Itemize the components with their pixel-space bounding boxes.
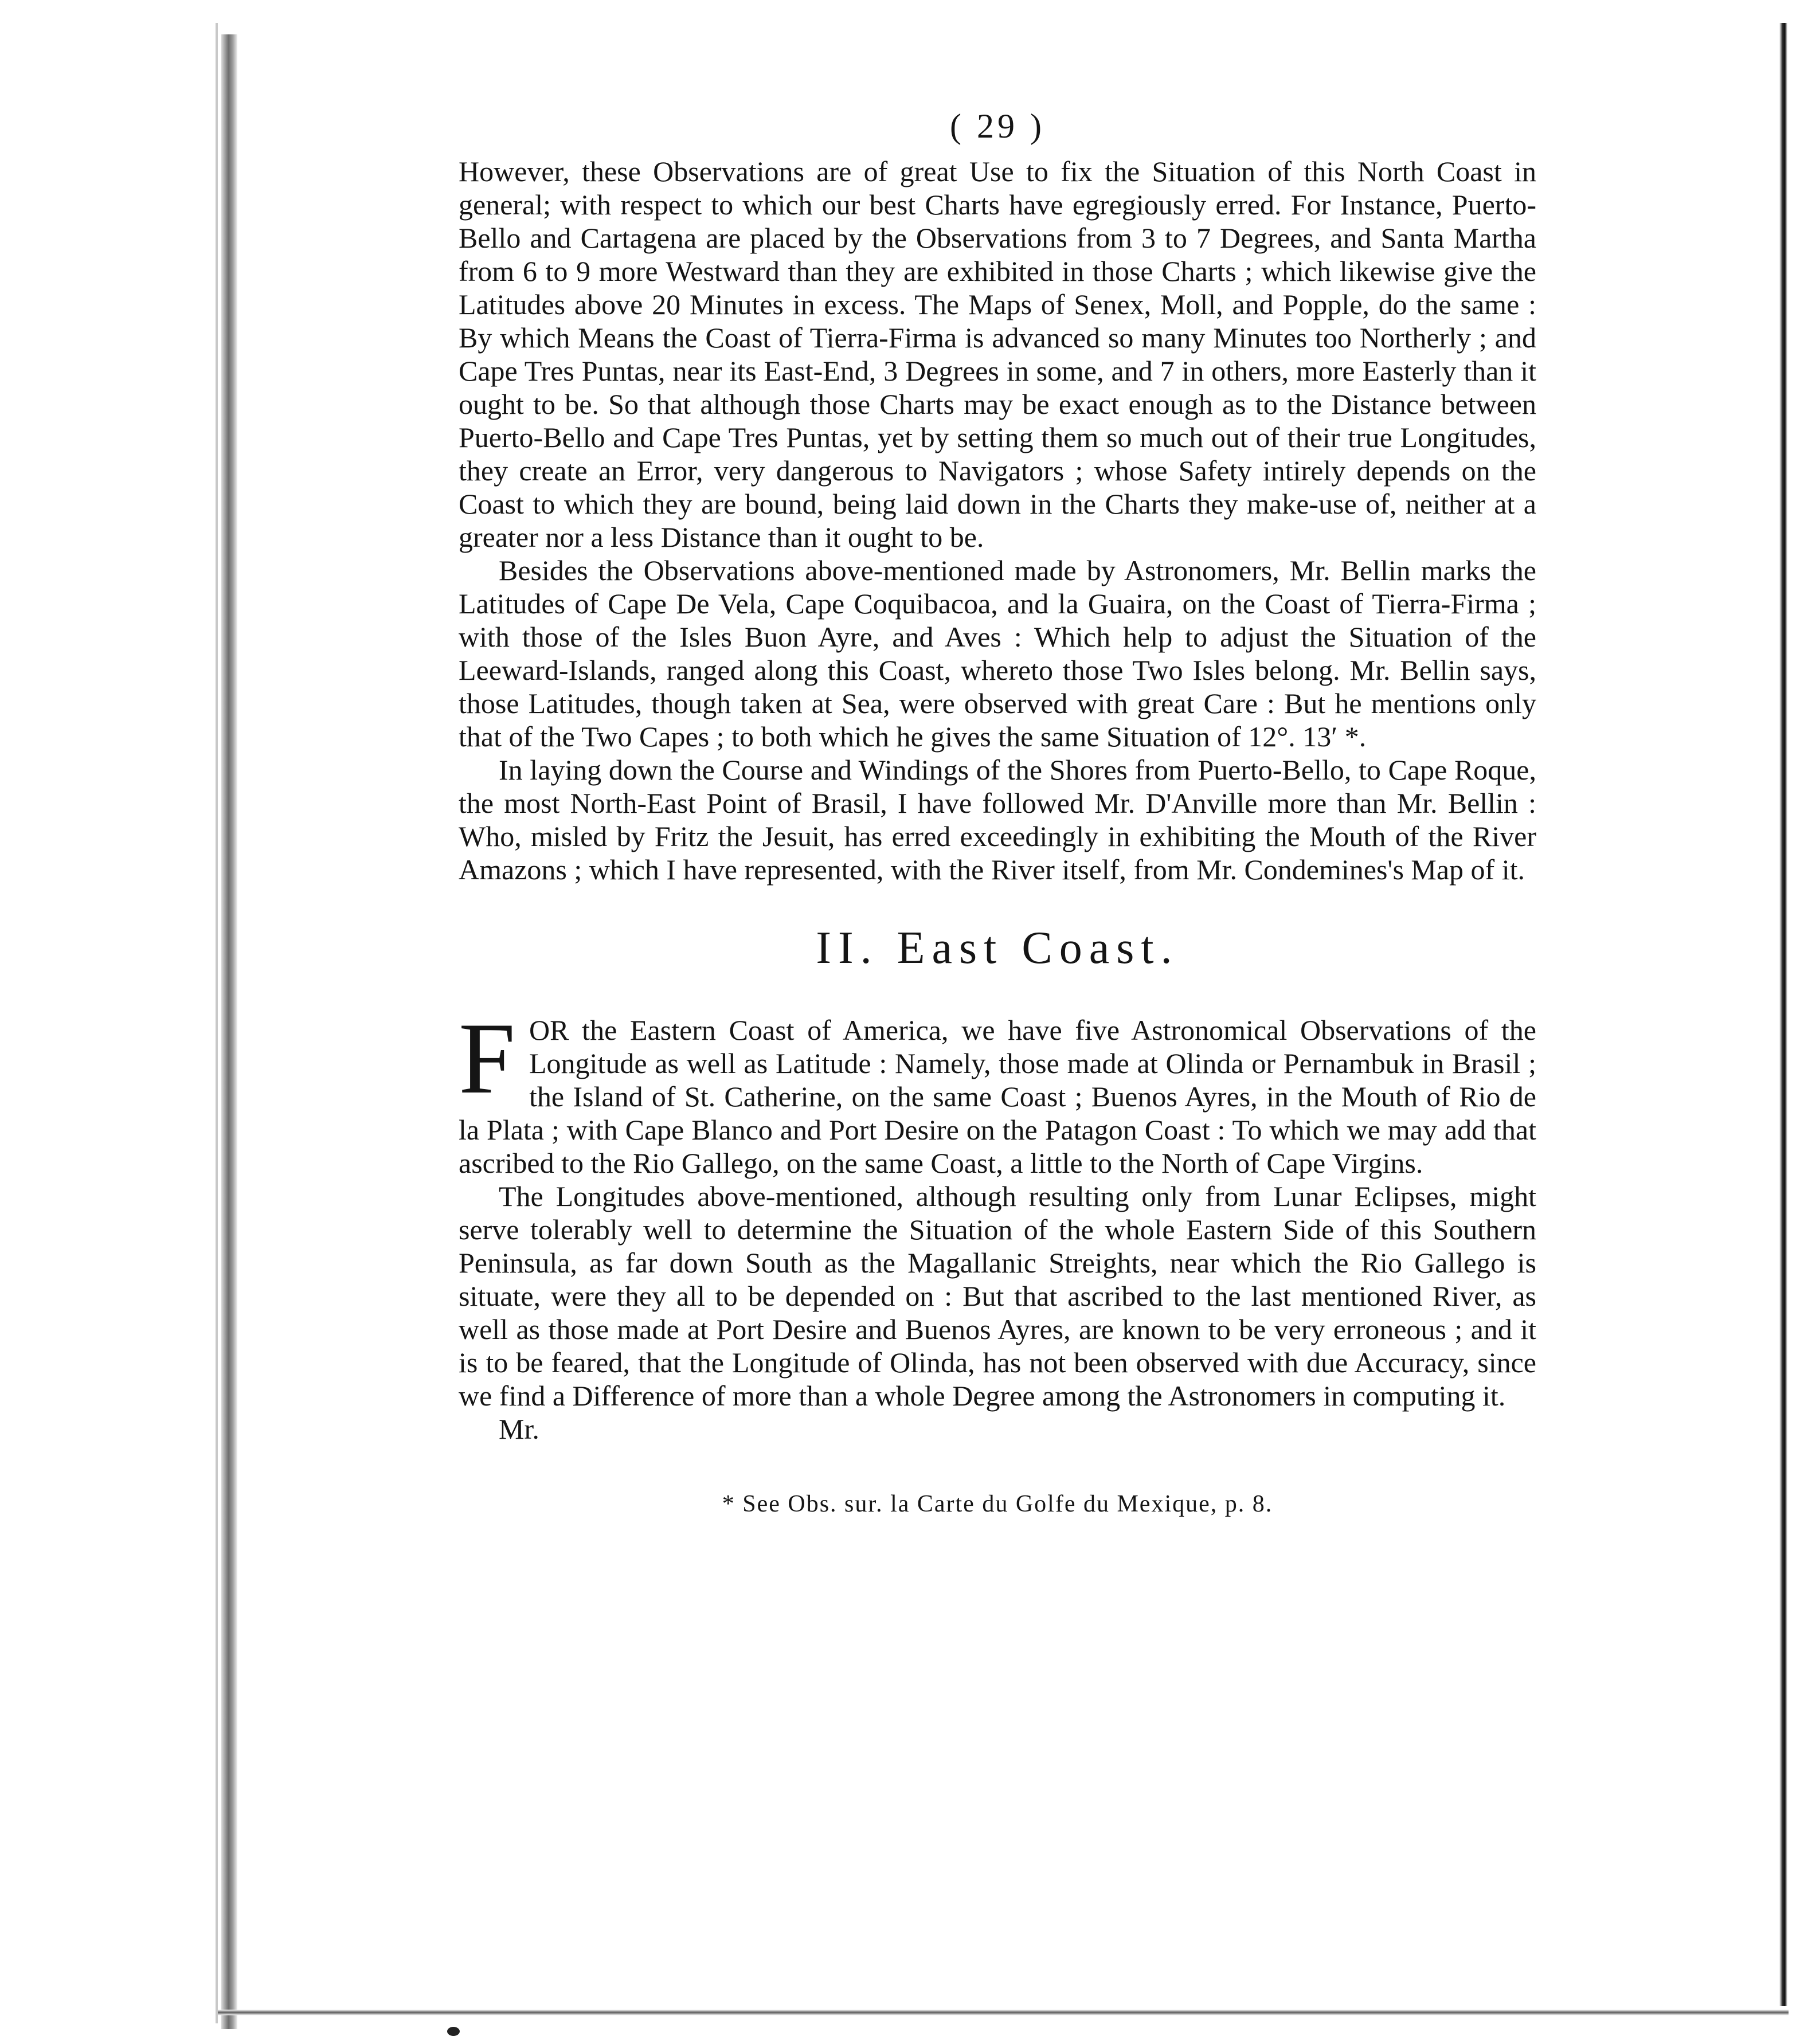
page-number: ( 29 ) <box>950 107 1045 145</box>
paragraph-longitudes: The Longitudes above-mentioned, although resulting only from Lunar Eclipses, might serve tolerably well to determine the Situation of the whole Eastern Side of this Southern Peninsula, as far down South as the Magallanic Streights, near which the Rio Gallego is situate, were they all to be depended on : But that ascribed to the last mentioned River, as well as those made at Port Desire and Buenos Ayres, are known to be very erroneous ; and it is to be feared, that the Longitude of Olinda, has not been observed with due Accuracy, since we find a Difference of more than a whole Degree among the Astronomers in computing it. <box>459 1180 1536 1412</box>
paragraph-eastern-coast <box>459 1001 1536 1180</box>
paragraph-shores-amazons: In laying down the Course and Windings of the Shores from Puerto-Bello, to Cape Roque, the most North-East Point of Brasil, I have followed Mr. D'Anville more than Mr. Bellin : Who, misled by Fritz the Jesuit, has erred exceedingly in exhibiting the Mouth of the River Amazons ; which I have represented, with the River itself, from Mr. Condemines's Map of it. <box>459 754 1536 886</box>
scan-dust-mark <box>447 2027 460 2036</box>
drop-cap: F <box>459 1001 515 1115</box>
paragraph-eastern-coast-text: OR the Eastern Coast of America, we have five Astronomical Observations of the Longitude as well as Latitude : Namely, those made at Olinda or Pernambuk in Brasil ; the Island of St. Catherine, on the same Coast ; Buenos Ayres, in the Mouth of Rio de la Plata ; with Cape Blanco and Port Desire on the Patagon Coast : To which we may add that ascribed to the Rio Gallego, on the same Coast, a little to the North of Cape Virgins. <box>459 1014 1536 1179</box>
page-edge-bottom <box>218 2010 1789 2015</box>
section-heading: II. East Coast. <box>816 923 1179 973</box>
paragraph-bellin-latitudes: Besides the Observations above-mentioned made by Astronomers, Mr. Bellin marks the Latitudes of Cape De Vela, Cape Coquibacoa, and la Guaira, on the Coast of Tierra-Firma ; with those of the Isles Buon Ayre, and Aves : Which help to adjust the Situation of the Leeward-Islands, ranged along this Coast, whereto those Two Isles belong. Mr. Bellin says, those Latitudes, though taken at Sea, were observed with great Care : But he mentions only that of the Two Capes ; to both which he gives the same Situation of 12°. 13′ *. <box>459 554 1536 753</box>
book-gutter-line <box>216 23 218 2023</box>
scan-background-left <box>0 0 224 2044</box>
page-body <box>459 155 1536 1446</box>
page-edge-right <box>1779 23 1787 2006</box>
paragraph-north-coast-charts: However, these Observations are of great Use to fix the Situation of this North Coast in general; with respect to which our best Charts have egregiously erred. For Instance, Puerto-Bello and Cartagena are placed by the Observations from 3 to 7 Degrees, and Santa Martha from 6 to 9 more Westward than they are exhibited in those Charts ; which likewise give the Latitudes above 20 Minutes in excess. The Maps of Senex, Moll, and Popple, do the same : By which Means the Coast of Tierra-Firma is advanced so many Minutes too Northerly ; and Cape Tres Puntas, near its East-End, 3 Degrees in some, and 7 in others, more Easterly than it ought to be. So that although those Charts may be exact enough as to the Distance between Puerto-Bello and Cape Tres Puntas, yet by setting them so much out of their true Longitudes, they create an Error, very dangerous to Navigators ; whose Safety intirely depends on the Coast to which they are bound, being laid down in the Charts they make-use of, neither at a greater nor a less Distance than it ought to be. <box>459 155 1536 553</box>
book-page <box>459 109 1536 1518</box>
catchword: Mr. <box>499 1413 539 1445</box>
book-gutter-shadow <box>221 34 237 2029</box>
footnote: * See Obs. sur. la Carte du Golfe du Mexique, p. 8. <box>722 1491 1273 1517</box>
